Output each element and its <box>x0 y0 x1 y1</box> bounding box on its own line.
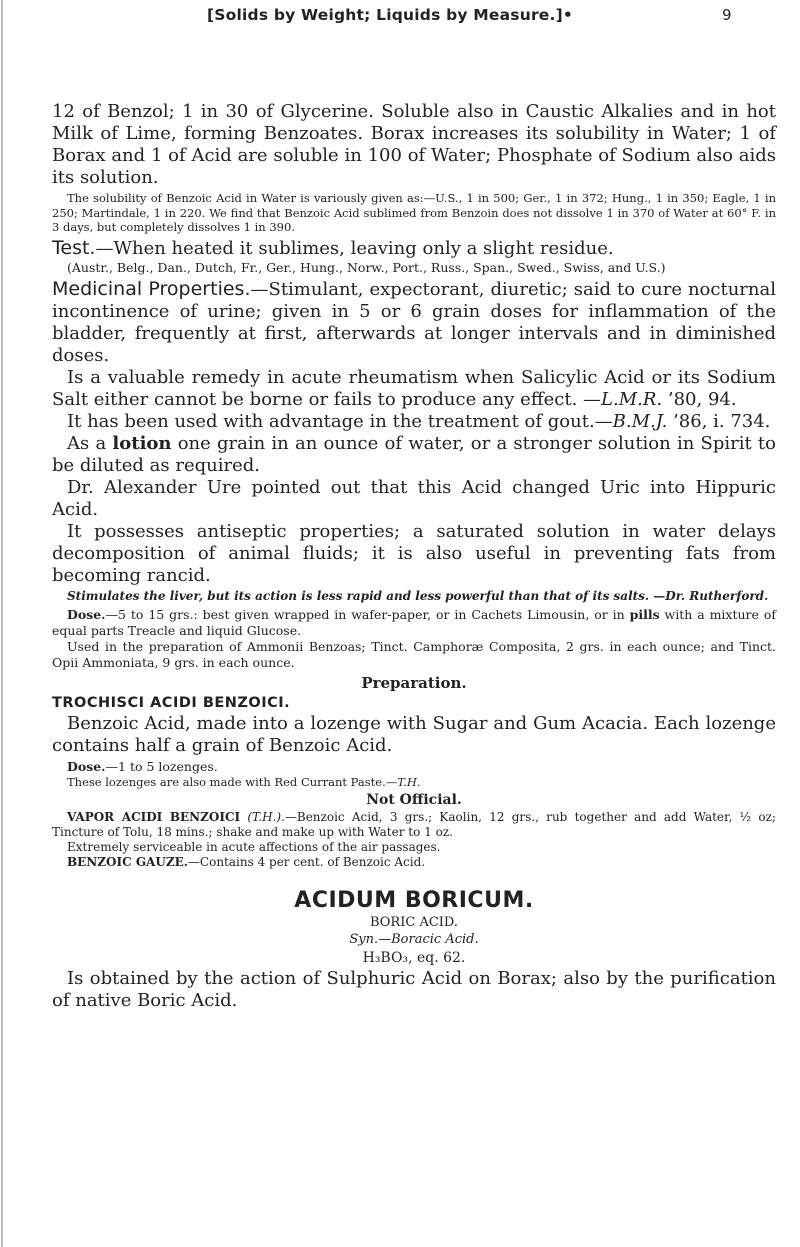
solubility-paragraph: 12 of Benzol; 1 in 30 of Glycerine. Soluble also in Caustic Alkalies and in hot Milk of Lime, forming Benzoates. Borax increases its solubility in Water; 1 of Borax and 1 of Acid are soluble in 100 of Water; Phosphate of Sodium also aids its solution. <box>52 101 776 188</box>
lotion-paragraph <box>52 433 776 477</box>
dose-text-b: with a mixture of equal parts Treacle and liquid Glucose. <box>52 607 776 638</box>
solubility-note: The solubility of Benzoic Acid in Water is variously given as:—U.S., 1 in 500; Ger., 1 in 372; Hung., 1 in 350; Eagle, 1 in 250; Martindale, 1 in 220. We find that Benzoic Acid sublimed from Benzoin does not dissolve 1 in 370 of Water at 60° F. in 3 days, but completely dissolves 1 in 390. <box>52 191 776 234</box>
gout-ref: —B.M.J. <box>594 410 668 432</box>
vapor-note: Extremely serviceable in acute affections of the air passages. <box>67 839 441 854</box>
vapor-ref: (T.H.) <box>240 809 282 824</box>
vapor-text: .—Benzoic Acid, 3 grs.; Kaolin, 12 grs., rub together and add Water, ½ oz; Tincture of Tolu, 18 mins.; shake and make up with Water to 1 oz. <box>52 809 776 839</box>
rheumatism-text: Is a valuable remedy in acute rheumatism when Salicylic Acid or its Sodium Salt either cannot be borne or fails to produce any effect. <box>52 366 776 410</box>
medicinal-label: Medicinal Properties. <box>52 277 251 300</box>
gout-paragraph <box>52 411 776 433</box>
binding-edge-line <box>1 0 3 1247</box>
antiseptic-paragraph: It possesses antiseptic properties; a saturated solution in water delays decomposition of animal fluids; it is also useful in preventing fats from becoming rancid. <box>52 520 776 586</box>
dose-label: Dose. <box>67 607 106 622</box>
running-header: [Solids by Weight; Liquids by Measure.]• <box>207 6 573 24</box>
lotion-bold: lotion <box>112 432 172 454</box>
lotion-text-c: one grain in an ounce of water, or a stronger solution in Spirit to be diluted as required. <box>52 432 776 476</box>
test-label: Test. <box>52 236 96 259</box>
rheumatism-paragraph <box>52 367 776 411</box>
test-text: —When heated it sublimes, leaving only a slight residue. <box>95 237 614 259</box>
gauze-text: —Contains 4 per cent. of Benzoic Acid. <box>187 854 426 869</box>
dose-paragraph <box>52 607 776 639</box>
vapor-paragraph <box>52 810 776 840</box>
boric-subtitle: BORIC ACID. <box>369 914 459 930</box>
vapor-label: VAPOR ACIDI BENZOICI <box>67 809 241 824</box>
page-header <box>52 0 776 55</box>
boric-formula: H₃BO₃, eq. 62. <box>362 949 466 966</box>
page-number: 9 <box>722 6 732 24</box>
lozenges-text: These lozenges are also made with Red Currant Paste. <box>67 775 386 789</box>
lozenges-note <box>52 775 776 790</box>
dose-pills: pills <box>629 607 660 622</box>
gauze-label: BENZOIC GAUZE. <box>67 854 188 869</box>
trochisci-heading: TROCHISCI ACIDI BENZOICI. <box>52 695 291 711</box>
test-paragraph <box>52 237 776 260</box>
medicinal-text: —Stimulant, expectorant, diuretic; said to cure nocturnal incontinence of urine; given in 5 or 6 grain doses for inflammation of the bladder, frequently at first, afterwards at longer intervals and in diminished doses. <box>52 278 776 366</box>
used-in-paragraph: Used in the preparation of Ammonii Benzoas; Tinct. Camphoræ Composita, 2 grs. in each ounce; and Tinct. Opii Ammoniata, 9 grs. in each ounce. <box>52 639 776 670</box>
lozenges-ref: —T.H. <box>385 775 421 789</box>
gauze-paragraph <box>52 855 776 870</box>
preparation-heading: Preparation. <box>361 674 467 692</box>
boric-synonym: Syn.—Boracic Acid. <box>349 931 479 947</box>
dose-text-a: —5 to 15 grs.: best given wrapped in wafer-paper, or in Cachets Limousin, or in <box>105 607 630 622</box>
trochisci-dose <box>52 759 776 775</box>
boric-obtained-paragraph: Is obtained by the action of Sulphuric Acid on Borax; also by the purification of native Boric Acid. <box>52 967 776 1011</box>
page <box>52 0 776 1012</box>
trochisci-dose-text: —1 to 5 lozenges. <box>105 759 218 774</box>
medicinal-paragraph <box>52 278 776 367</box>
gout-text: It has been used with advantage in the treatment of gout. <box>67 410 595 432</box>
trochisci-paragraph: Benzoic Acid, made into a lozenge with Sugar and Gum Acacia. Each lozenge contains half a grain of Benzoic Acid. <box>52 713 776 756</box>
ure-paragraph: Dr. Alexander Ure pointed out that this Acid changed Uric into Hippuric Acid. <box>52 476 776 520</box>
boric-title: ACIDUM BORICUM. <box>294 887 534 913</box>
test-references: (Austr., Belg., Dan., Dutch, Fr., Ger., Hung., Norw., Port., Russ., Span., Swed., Swiss, and U.S.) <box>67 259 666 275</box>
not-official-heading: Not Official. <box>366 791 462 808</box>
lotion-text-a: As a <box>67 432 113 454</box>
gout-ref-tail: ’86, i. 734. <box>667 410 771 432</box>
rheumatism-ref-tail: ’80, 94. <box>662 388 737 410</box>
trochisci-dose-label: Dose. <box>67 759 106 774</box>
stimulates-note: Stimulates the liver, but its action is less rapid and less powerful than that of its salts. —Dr. Rutherford. <box>67 588 769 603</box>
rheumatism-ref: —L.M.R. <box>583 388 663 410</box>
